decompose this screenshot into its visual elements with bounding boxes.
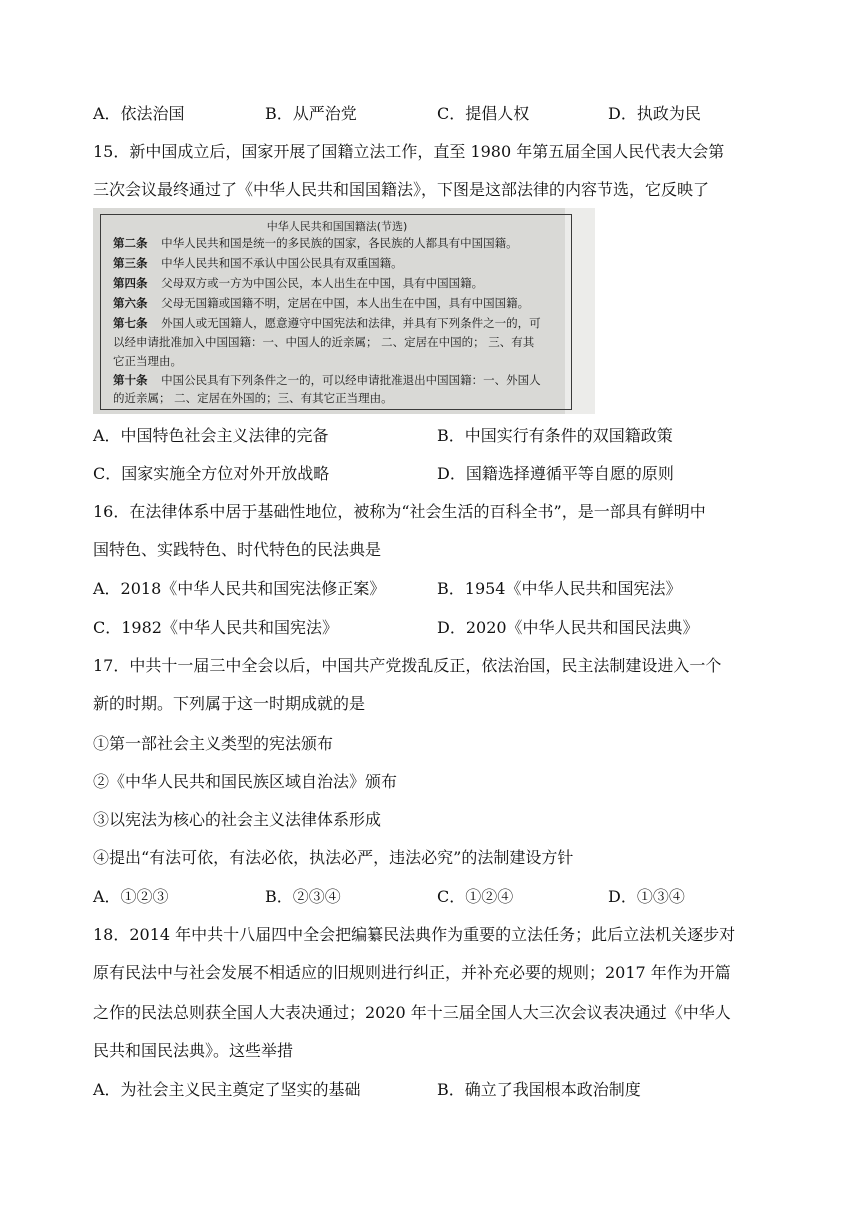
article-text: 以经申请批准加入中国国籍：一、中国人的近亲属； 二、定居在中国的； 三、有其 [113,335,535,349]
article-label: 第三条 [113,256,148,270]
article-label: 第十条 [113,373,148,387]
figure-title: 中华人民共和国国籍法(节选) [266,220,408,233]
q18-stem-line-2: 原有民法中与社会发展不相适应的旧规则进行纠正，并补充必要的规则；2017 年作为开篇 [93,963,731,982]
q17-item-2: ②《中华人民共和国民族区域自治法》颁布 [93,772,398,791]
article-text: 父母双方或一方为中国公民，本人出生在中国，具有中国国籍。 [161,276,484,290]
figure-row-continuation [113,353,182,370]
q17-item-3: ③以宪法为核心的社会主义法律体系形成 [93,810,382,829]
q15-stem-line-2: 三次会议最终通过了《中华人民共和国国籍法》，下图是这部法律的内容节选，它反映了 [93,180,710,199]
q16-option-a: A．2018《中华人民共和国宪法修正案》 [93,579,386,598]
q16-option-c: C．1982《中华人民共和国宪法》 [93,618,338,637]
article-text: 的近亲属； 二、定居在外国的；三、有其它正当理由。 [113,391,393,405]
q18-stem-line-1: 18．2014 年中共十八届四中全会把编纂民法典作为重要的立法任务；此后立法机关逐步对 [93,925,736,944]
q17-stem-line-2: 新的时期。下列属于这一时期成就的是 [93,694,366,713]
article-text: 中华人民共和国不承认中国公民具有双重国籍。 [161,256,403,270]
article-text: 外国人或无国籍人，愿意遵守中国宪法和法律，并具有下列条件之一的，可 [161,316,541,330]
q17-option-a: A．①②③ [93,887,169,906]
figure-row [113,255,403,272]
article-label: 第六条 [113,296,148,310]
article-label: 第二条 [113,236,148,250]
figure-row [113,315,541,332]
q17-option-d: D．①③④ [608,887,685,906]
q14-option-c: C．提倡人权 [437,104,530,123]
q14-option-b: B．从严治党 [265,104,357,123]
q14-option-a: A．依法治国 [93,104,185,123]
q18-option-a: A．为社会主义民主奠定了坚实的基础 [93,1080,361,1099]
nationality-law-excerpt-figure [93,208,595,414]
figure-row-continuation [113,390,393,407]
article-text: 中华人民共和国是统一的多民族的国家，各民族的人都具有中国国籍。 [161,236,518,250]
figure-row [113,235,518,252]
q18-stem-line-3: 之作的民法总则获全国人大表决通过；2020 年十三届全国人大三次会议表决通过《中华人 [93,1003,731,1022]
q14-option-d: D．执政为民 [608,104,701,123]
q18-stem-line-4: 民共和国民法典》。这些举措 [93,1041,294,1060]
article-label: 第四条 [113,276,148,290]
q15-option-c: C．国家实施全方位对外开放战略 [93,464,330,483]
q18-option-b: B．确立了我国根本政治制度 [437,1080,641,1099]
q15-option-d: D．国籍选择遵循平等自愿的原则 [437,464,674,483]
figure-frame [100,214,572,410]
article-label: 第七条 [113,316,148,330]
figure-row [113,275,483,292]
q17-item-4: ④提出“有法可依，有法必依，执法必严，违法必究”的法制建设方针 [93,848,574,867]
q16-stem-line-2: 国特色、实践特色、时代特色的民法典是 [93,540,382,559]
q17-item-1: ①第一部社会主义类型的宪法颁布 [93,734,334,753]
q16-stem-line-1: 16．在法律体系中居于基础性地位，被称为“社会生活的百科全书”，是一部具有鲜明中 [93,502,706,521]
article-text: 父母无国籍或国籍不明，定居在中国，本人出生在中国，具有中国国籍。 [161,296,530,310]
q17-stem-line-1: 17．中共十一届三中全会以后，中国共产党拨乱反正，依法治国，民主法制建设进入一个 [93,656,722,675]
figure-row [113,295,529,312]
figure-row [113,372,541,389]
q16-option-d: D．2020《中华人民共和国民法典》 [437,618,699,637]
q15-option-a: A．中国特色社会主义法律的完备 [93,426,329,445]
article-text: 中国公民具有下列条件之一的，可以经申请批准退出中国国籍：一、外国人 [161,373,541,387]
q17-option-c: C．①②④ [437,887,514,906]
article-text: 它正当理由。 [113,354,182,368]
figure-row-continuation [113,334,534,351]
q15-stem-line-1: 15．新中国成立后，国家开展了国籍立法工作，直至 1980 年第五届全国人民代表大会第 [93,142,725,161]
q17-option-b: B．②③④ [265,887,341,906]
q16-option-b: B．1954《中华人民共和国宪法》 [437,579,682,598]
q15-option-b: B．中国实行有条件的双国籍政策 [437,426,673,445]
